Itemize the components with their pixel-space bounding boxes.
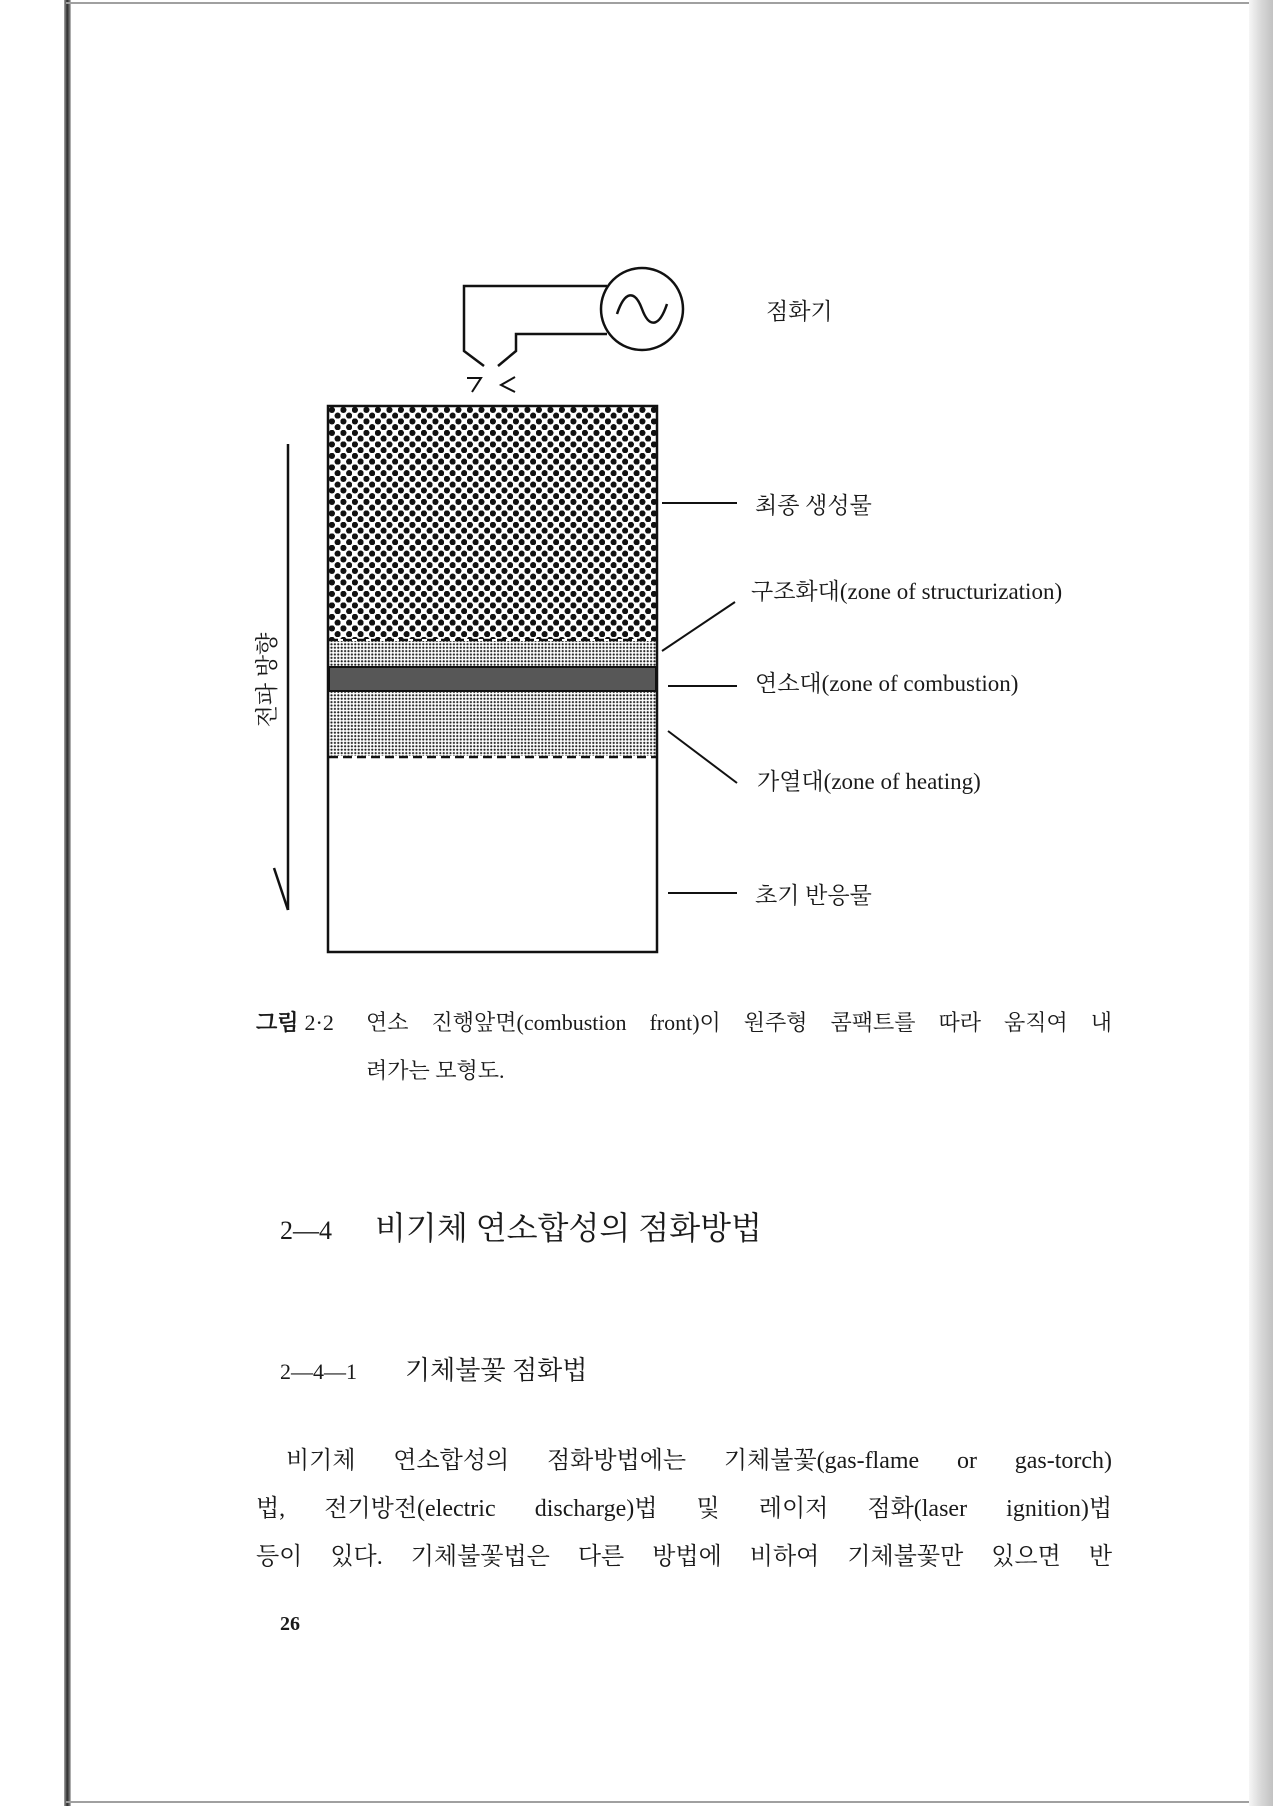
combustion-zone-band [329,667,656,691]
caption-text [366,999,1112,1095]
final-product-region [329,407,656,639]
subsection-heading [280,1352,587,1390]
figure-caption [256,999,1112,1095]
body-line: 등이 있다. 기체불꽃법은 다른 방법에 비하여 기체불꽃만 있으면 반 [256,1544,1112,1570]
leader-heating [668,731,737,783]
compact-column [328,406,657,952]
subsection-title: 기체불꽃 점화법 [405,1356,588,1385]
arrow-head [274,868,288,910]
propagation-direction-arrow [255,444,289,910]
spark-right-icon [501,377,515,392]
igniter-pipe-inner [498,334,607,366]
caption-line: 연소 진행앞면(combustion front)이 원주형 콤팩트를 따라 움직여 내 [366,1010,1112,1035]
subsection-number: 2—4—1 [280,1359,357,1384]
section-number: 2—4 [280,1216,332,1245]
igniter [464,268,683,392]
combustion-zone-label: 연소대(zone of combustion) [755,671,1019,696]
final-product-label: 최종 생성물 [755,493,872,518]
igniter-label: 점화기 [766,299,833,324]
direction-label: 전파 방향 [254,632,280,728]
page-number: 26 [280,1613,300,1635]
leader-structurization [662,602,735,651]
initial-reactant-label: 초기 반응물 [755,883,872,908]
structurization-zone-label: 구조화대(zone of structurization) [751,579,1063,604]
body-line: 비기체 연소합성의 점화방법에는 기체불꽃(gas-flame or gas-torch) [286,1448,1112,1474]
caption-label [256,999,366,1095]
caption-prefix: 그림 [256,1011,299,1036]
caption-number: 2·2 [304,1010,334,1035]
heating-zone-label: 가열대(zone of heating) [757,769,981,794]
section-title: 비기체 연소합성의 점화방법 [375,1210,762,1246]
ac-sine-wave-icon [617,295,667,322]
body-paragraph [256,1437,1112,1581]
section-heading [280,1206,762,1250]
spark-left-icon [467,378,481,392]
body-line: 법, 전기방전(electric discharge)법 및 레이저 점화(laser ignition)법 [256,1496,1112,1522]
structurization-zone-band [329,641,656,666]
igniter-pipe-outer [464,286,607,366]
heating-zone-band [329,692,656,756]
caption-line: 려가는 모형도. [366,1058,505,1083]
